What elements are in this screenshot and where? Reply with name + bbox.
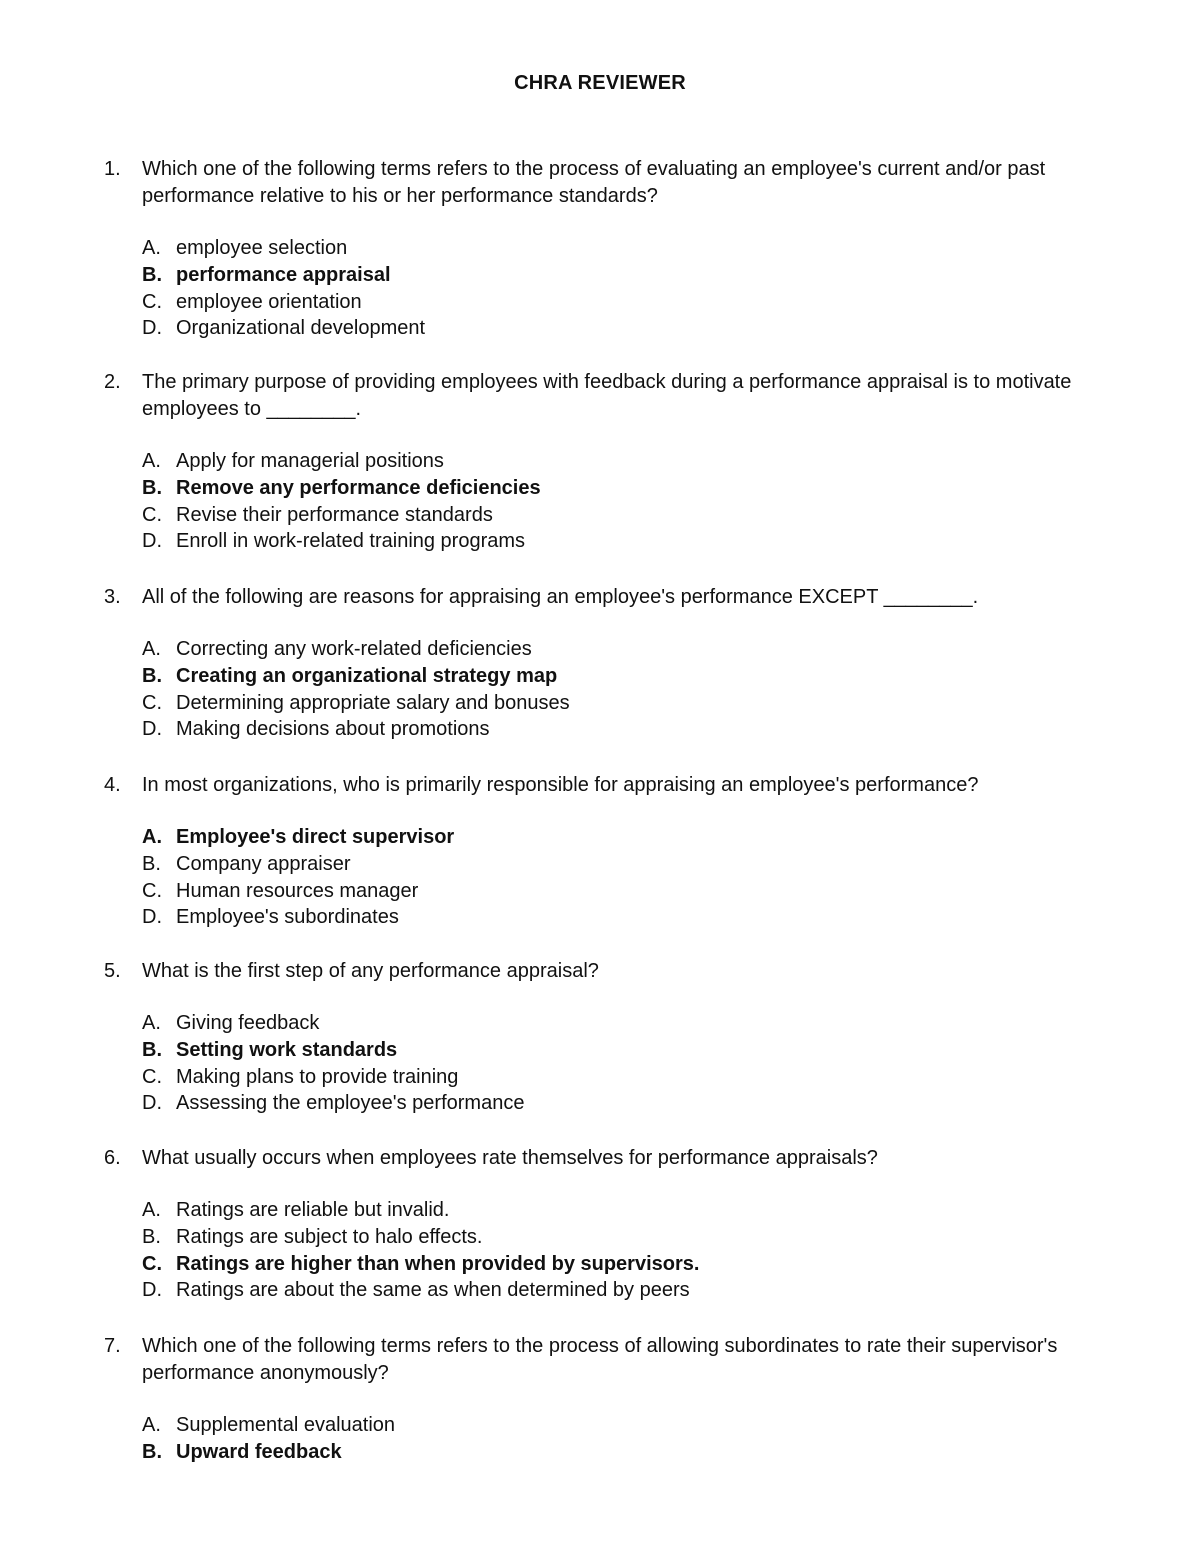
option-text: Correcting any work-related deficiencies <box>176 638 532 660</box>
option-b-correct <box>142 663 1144 690</box>
option-d <box>142 315 1144 342</box>
option-text: Ratings are higher than when provided by supervisors. <box>176 1252 700 1275</box>
document-title: CHRA REVIEWER <box>514 72 686 94</box>
question-number: 6. <box>104 1147 121 1169</box>
option-letter: B. <box>142 664 162 687</box>
option-text: Ratings are about the same as when determined by peers <box>176 1279 690 1302</box>
option-letter: B. <box>142 1225 161 1248</box>
option-list <box>142 1412 1144 1466</box>
question-text: Which one of the following terms refers to the process of evaluating an employee's current and/or past performance relative to his or her performance standards? <box>142 158 1051 207</box>
option-letter: A. <box>142 1012 161 1034</box>
question-text: What usually occurs when employees rate themselves for performance appraisals? <box>142 1147 878 1169</box>
option-text: employee selection <box>176 237 348 259</box>
option-letter: B. <box>142 263 162 286</box>
question-7 <box>104 1333 1144 1466</box>
question-number: 5. <box>104 960 121 982</box>
option-text: performance appraisal <box>176 263 391 286</box>
option-letter: A. <box>142 450 161 472</box>
question-3 <box>104 584 1144 743</box>
option-letter: C. <box>142 290 162 313</box>
option-letter: D. <box>142 317 162 340</box>
option-letter: C. <box>142 879 162 902</box>
question-number: 7. <box>104 1335 121 1357</box>
option-letter: B. <box>142 1038 162 1061</box>
option-letter: A. <box>142 638 161 660</box>
question-text: In most organizations, who is primarily responsible for appraising an employee's performance? <box>142 774 979 796</box>
option-text: Remove any performance deficiencies <box>176 476 541 499</box>
option-a-correct <box>142 824 1144 851</box>
option-text: Making plans to provide training <box>176 1065 459 1088</box>
option-letter: A. <box>142 1199 161 1221</box>
option-letter: B. <box>142 1440 162 1463</box>
option-text: Ratings are subject to halo effects. <box>176 1225 483 1248</box>
option-text: Human resources manager <box>176 879 419 902</box>
option-list <box>142 824 1144 931</box>
option-text: Revise their performance standards <box>176 503 493 526</box>
option-text: Ratings are reliable but invalid. <box>176 1199 450 1221</box>
option-letter: D. <box>142 718 162 741</box>
option-text: Upward feedback <box>176 1440 342 1463</box>
option-letter: A. <box>142 826 162 848</box>
question-text: What is the first step of any performance appraisal? <box>142 960 599 982</box>
question-number: 1. <box>104 158 121 180</box>
question-text: The primary purpose of providing employees with feedback during a performance appraisal is to motivate employees to ________. <box>142 371 1077 420</box>
option-text: Assessing the employee's performance <box>176 1092 525 1115</box>
option-a <box>142 1010 1144 1037</box>
question-2 <box>104 369 1144 555</box>
option-d <box>142 528 1144 555</box>
question-5 <box>104 958 1144 1117</box>
option-text: Enroll in work-related training programs <box>176 530 526 553</box>
option-letter: C. <box>142 503 162 526</box>
option-a <box>142 1412 1144 1439</box>
option-list <box>142 636 1144 743</box>
question-text: All of the following are reasons for appraising an employee's performance EXCEPT ________. <box>142 586 979 608</box>
option-d <box>142 904 1144 931</box>
option-b-correct <box>142 475 1144 502</box>
option-c-correct <box>142 1251 1144 1278</box>
question-1 <box>104 156 1144 342</box>
option-letter: D. <box>142 906 162 929</box>
option-a <box>142 1197 1144 1224</box>
option-text: Supplemental evaluation <box>176 1414 396 1436</box>
option-letter: C. <box>142 691 162 714</box>
option-text: Employee's direct supervisor <box>176 826 455 848</box>
option-list <box>142 1010 1144 1117</box>
option-b <box>142 1224 1144 1251</box>
option-c <box>142 502 1144 529</box>
option-text: Employee's subordinates <box>176 906 399 929</box>
option-a <box>142 636 1144 663</box>
option-text: Making decisions about promotions <box>176 718 490 741</box>
option-letter: B. <box>142 476 162 499</box>
option-letter: B. <box>142 852 161 875</box>
option-text: Company appraiser <box>176 852 351 875</box>
option-letter: C. <box>142 1065 162 1088</box>
option-text: Determining appropriate salary and bonuses <box>176 691 570 714</box>
option-text: Apply for managerial positions <box>176 450 444 472</box>
question-number: 3. <box>104 586 121 608</box>
option-text: Organizational development <box>176 317 426 340</box>
question-4 <box>104 772 1144 931</box>
option-list <box>142 448 1144 555</box>
option-list <box>142 235 1144 342</box>
option-c <box>142 878 1144 905</box>
option-letter: D. <box>142 1092 162 1115</box>
question-text: Which one of the following terms refers to the process of allowing subordinates to rate their supervisor's performance anonymously? <box>142 1335 1063 1384</box>
question-number: 2. <box>104 371 121 393</box>
question-6 <box>104 1145 1144 1304</box>
option-c <box>142 690 1144 717</box>
option-c <box>142 289 1144 316</box>
option-d <box>142 1090 1144 1117</box>
option-c <box>142 1064 1144 1091</box>
option-letter: A. <box>142 237 161 259</box>
option-b-correct <box>142 1439 1144 1466</box>
option-letter: A. <box>142 1414 161 1436</box>
option-b-correct <box>142 262 1144 289</box>
option-list <box>142 1197 1144 1304</box>
question-number: 4. <box>104 774 121 796</box>
option-a <box>142 448 1144 475</box>
option-a <box>142 235 1144 262</box>
option-d <box>142 1277 1144 1304</box>
option-d <box>142 716 1144 743</box>
option-b <box>142 851 1144 878</box>
option-text: Setting work standards <box>176 1038 398 1061</box>
option-letter: C. <box>142 1252 162 1275</box>
option-letter: D. <box>142 530 162 553</box>
option-b-correct <box>142 1037 1144 1064</box>
option-text: Creating an organizational strategy map <box>176 664 558 687</box>
option-text: employee orientation <box>176 290 362 313</box>
option-letter: D. <box>142 1279 162 1302</box>
option-text: Giving feedback <box>176 1012 320 1034</box>
